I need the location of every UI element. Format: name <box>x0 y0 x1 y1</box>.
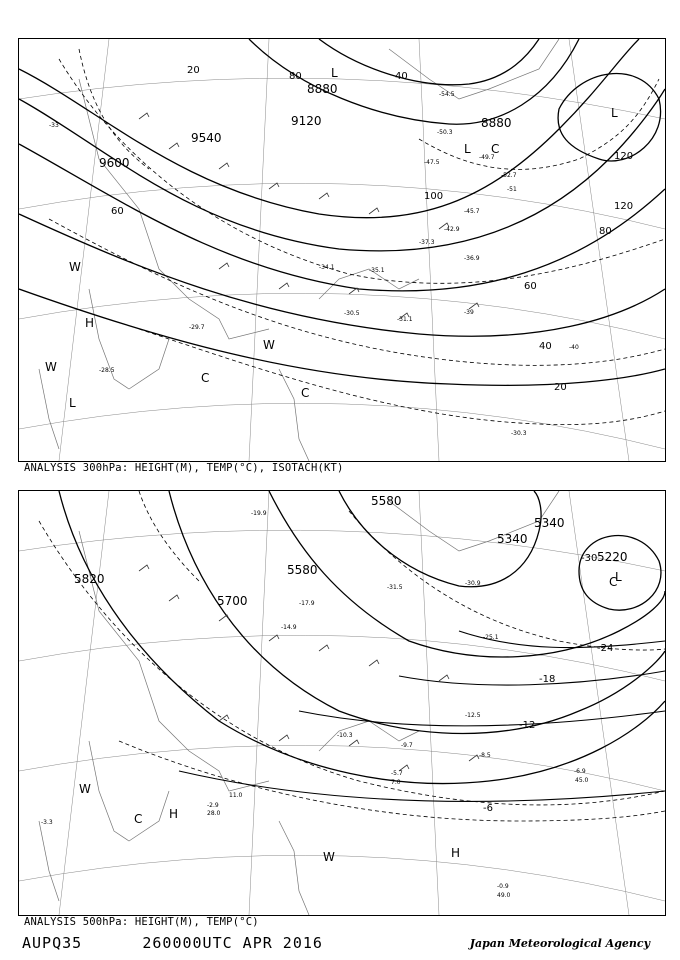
isotach-label: 60 <box>524 281 537 292</box>
station-value: -0.9 <box>497 883 509 890</box>
temp-isotherm-solid <box>179 631 665 801</box>
map-300hpa-canvas <box>19 39 665 461</box>
low-mark: L <box>611 106 618 120</box>
temp-value: -34.1 <box>319 264 335 271</box>
isotach-label: 80 <box>289 71 302 82</box>
pressure-marks <box>79 570 622 864</box>
isotach-label: 20 <box>187 65 200 76</box>
temp-value: -50.3 <box>437 129 453 136</box>
temp-value: -29.7 <box>189 324 205 331</box>
cold-mark: C <box>609 575 618 589</box>
map-panel-500hpa <box>18 490 666 916</box>
cold-mark: C <box>491 142 500 156</box>
station-value: -2.9 <box>207 802 219 809</box>
station-value: -30.9 <box>465 580 481 587</box>
warm-mark: W <box>263 338 275 352</box>
low-mark: L <box>615 570 622 584</box>
station-value: 7.0 <box>391 779 401 786</box>
temp-value: -39 <box>464 309 474 316</box>
temp-value: -31.1 <box>397 316 413 323</box>
height-label: 9120 <box>291 114 322 128</box>
height-label: 5580 <box>371 494 402 508</box>
temp-value: -49.7 <box>479 154 495 161</box>
isotherm-label: -18 <box>539 674 556 685</box>
low-mark: L <box>69 396 76 410</box>
isotach-label: 120 <box>614 201 634 212</box>
station-value: -14.9 <box>281 624 297 631</box>
cold-mark: C <box>201 371 210 385</box>
temp-value: -28.5 <box>99 367 115 374</box>
temp-value: -36.9 <box>464 255 480 262</box>
low-mark: L <box>331 66 338 80</box>
station-value: -12.5 <box>465 712 481 719</box>
height-label: 8880 <box>481 116 512 130</box>
height-label: 9540 <box>191 131 222 145</box>
height-label: 5220 <box>597 550 628 564</box>
isotherm-label: -30 <box>581 553 598 564</box>
station-value: -3.3 <box>41 819 53 826</box>
cold-mark: C <box>134 812 143 826</box>
station-value: -10.3 <box>337 732 353 739</box>
height-contours <box>59 491 665 784</box>
station-value: 49.0 <box>497 892 511 899</box>
temp-value: -52.7 <box>501 172 517 179</box>
chart-datetime: 260000UTC APR 2016 <box>142 934 323 952</box>
temp-value: -40 <box>569 344 579 351</box>
isotherm-label: -6 <box>483 803 493 814</box>
isotach-label: 80 <box>599 226 612 237</box>
temp-value: -42.9 <box>444 226 460 233</box>
high-mark: H <box>451 846 461 860</box>
height-label: 5820 <box>74 572 105 586</box>
coastlines <box>39 491 559 915</box>
temp-value: -54.5 <box>439 91 455 98</box>
isotach-label: 40 <box>539 341 552 352</box>
low-mark: L <box>464 142 471 156</box>
pressure-marks <box>45 66 618 410</box>
graticule <box>19 491 665 915</box>
wind-barbs <box>139 565 479 771</box>
warm-mark: W <box>69 260 81 274</box>
temp-value: -45.7 <box>464 208 480 215</box>
isotherm-label: -12 <box>519 720 536 731</box>
map-panel-300hpa <box>18 38 666 462</box>
height-label: 5700 <box>217 594 248 608</box>
height-label: 8880 <box>307 82 338 96</box>
isotach-label: 100 <box>424 191 444 202</box>
height-label: 5340 <box>534 516 565 530</box>
isotach-label: 20 <box>554 382 567 393</box>
isotach-label: 40 <box>395 71 408 82</box>
chart-identifier <box>22 934 323 952</box>
coastlines <box>39 39 559 461</box>
station-value: 45.0 <box>575 777 589 784</box>
temperature-isotherms <box>39 491 665 821</box>
station-value: -5.7 <box>391 770 403 777</box>
caption-300hpa: ANALYSIS 300hPa: HEIGHT(M), TEMP(°C), ISOTACH(KT) <box>24 462 344 474</box>
agency-name: Japan Meteorological Agency <box>469 937 650 950</box>
height-label: 9600 <box>99 156 130 170</box>
station-value: -25.1 <box>483 634 499 641</box>
temp-value: -30.3 <box>511 430 527 437</box>
temp-value: -33 <box>49 122 59 129</box>
map-500hpa-canvas <box>19 491 665 915</box>
temp-value: -30.5 <box>344 310 360 317</box>
station-value: -9.7 <box>401 742 413 749</box>
temp-value: -37.3 <box>419 239 435 246</box>
station-value: -31.5 <box>387 584 403 591</box>
station-value: -8.5 <box>479 752 491 759</box>
height-label: 5340 <box>497 532 528 546</box>
high-mark: H <box>169 807 179 821</box>
isotherm-label: -24 <box>597 643 614 654</box>
chart-code: AUPQ35 <box>22 934 83 952</box>
station-value: 11.0 <box>229 792 243 799</box>
cold-mark: C <box>301 386 310 400</box>
isotachs <box>49 49 665 425</box>
station-value: -17.9 <box>299 600 315 607</box>
high-mark: H <box>85 316 95 330</box>
isotach-labels <box>111 65 633 393</box>
station-value: 28.0 <box>207 810 221 817</box>
isotach-label: 60 <box>111 206 124 217</box>
station-value: -6.9 <box>574 768 586 775</box>
warm-mark: W <box>45 360 57 374</box>
temp-value: -35.1 <box>369 267 385 274</box>
warm-mark: W <box>79 782 91 796</box>
temp-value: -47.5 <box>424 159 440 166</box>
station-value: -19.9 <box>251 510 267 517</box>
height-label: 5580 <box>287 563 318 577</box>
temp-value: -51 <box>507 186 517 193</box>
isotach-label: 120 <box>614 151 634 162</box>
caption-500hpa: ANALYSIS 500hPa: HEIGHT(M), TEMP(°C) <box>24 916 259 928</box>
graticule <box>19 39 665 461</box>
warm-mark: W <box>323 850 335 864</box>
